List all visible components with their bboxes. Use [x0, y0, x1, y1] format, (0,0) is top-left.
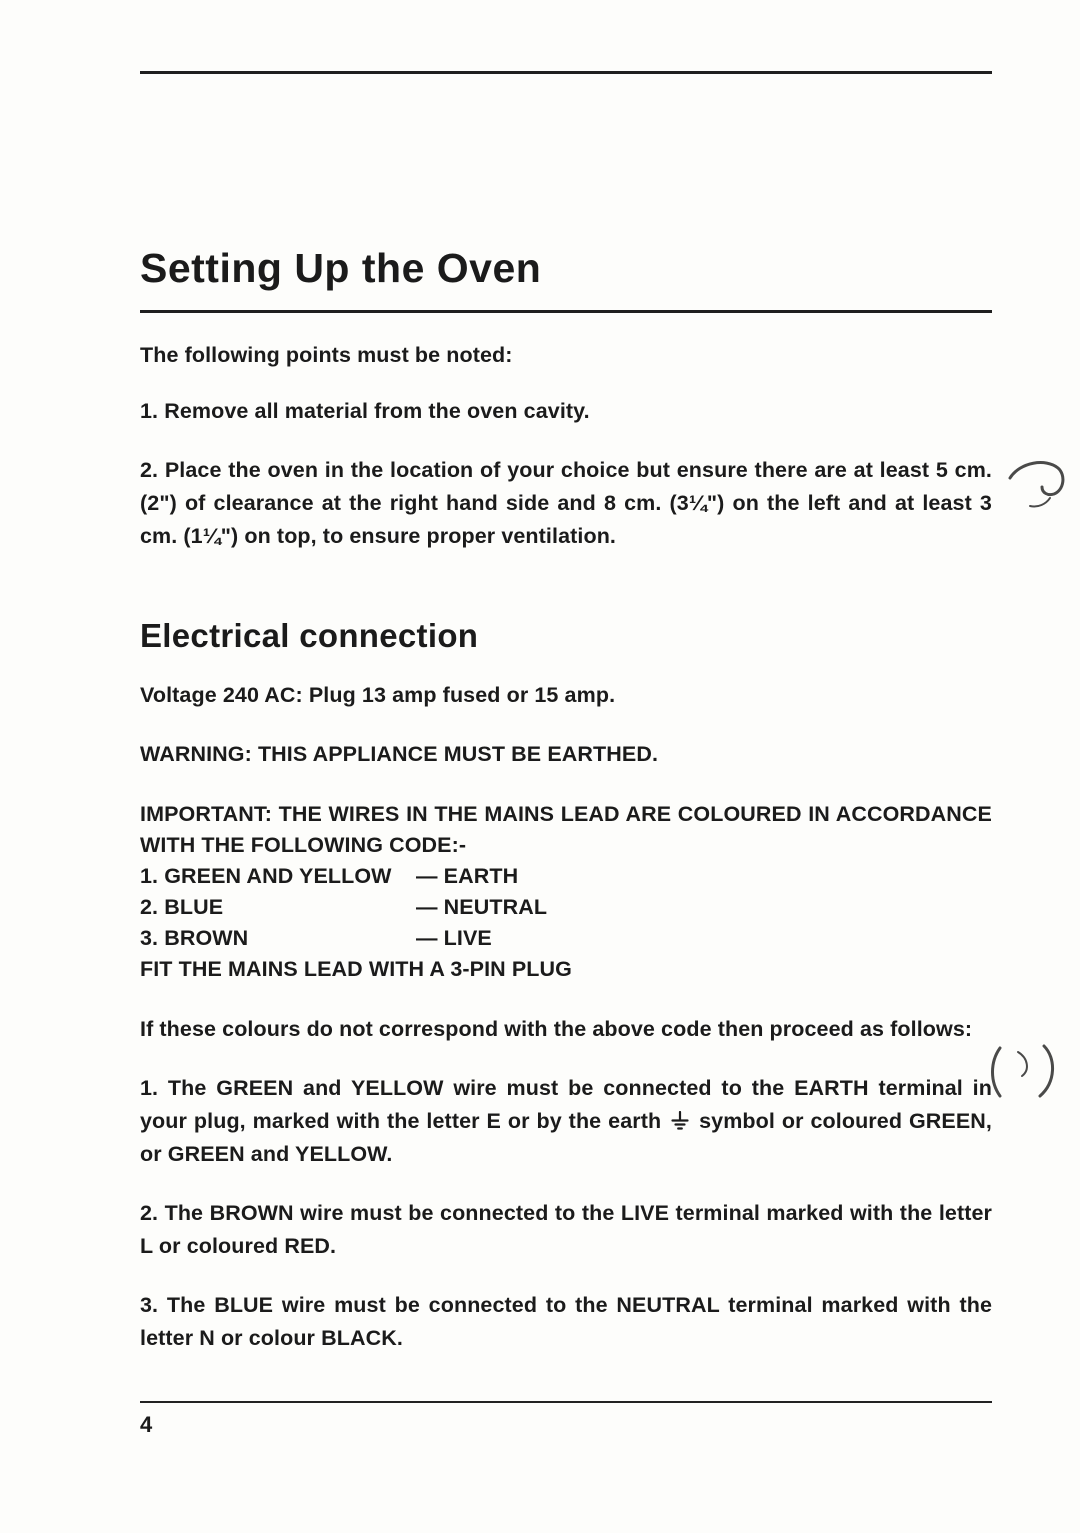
page-content — [140, 0, 992, 1355]
setup-point-2: 2. Place the oven in the location of your choice but ensure there are at least 5 cm. (2") of clearance at the right hand side and 8 cm. (3¼") on the left and at least 3 cm. (1¼") on top, to ensure proper ventilation. — [140, 457, 992, 548]
page-number: 4 — [140, 1412, 153, 1437]
setup-point-1: 1. Remove all material from the oven cavity. — [140, 398, 590, 423]
wiring-step-1-after: symbol or coloured GREEN, or GREEN and YELLOW. — [140, 1108, 993, 1166]
wire-code-terminal: — NEUTRAL — [416, 894, 548, 919]
wire-code-name: 3. BROWN — [140, 925, 249, 950]
warning-text: WARNING: THIS APPLIANCE MUST BE EARTHED. — [140, 741, 659, 766]
fit-note-text: FIT THE MAINS LEAD WITH A 3-PIN PLUG — [140, 956, 572, 981]
title-underline-rule — [140, 310, 992, 313]
scan-artifact-page-curl-bottom — [988, 1044, 1058, 1102]
wire-code-name: 1. GREEN AND YELLOW — [140, 863, 392, 888]
earth-ground-icon — [670, 1111, 690, 1131]
scan-artifact-page-curl-top — [1006, 458, 1068, 516]
wire-code-row — [140, 861, 992, 892]
top-rule — [140, 71, 992, 74]
wiring-step-3: 3. The BLUE wire must be connected to the NEUTRAL terminal marked with the letter N or colour BLACK. — [140, 1292, 992, 1350]
wire-code-row — [140, 923, 992, 954]
voltage-text: Voltage 240 AC: Plug 13 amp fused or 15 amp. — [140, 682, 616, 707]
wire-code-name: 2. BLUE — [140, 894, 224, 919]
wiring-step-1-before: 1. The GREEN and YELLOW wire must be connected to the EARTH terminal in your plug, marked with the letter E or by the earth — [140, 1075, 992, 1133]
wire-code-terminal: — LIVE — [416, 925, 492, 950]
wire-code-row — [140, 892, 992, 923]
intro-text: The following points must be noted: — [140, 342, 513, 367]
page-title: Setting Up the Oven — [140, 245, 542, 291]
bottom-rule — [140, 1401, 992, 1403]
wiring-step-1 — [140, 1072, 992, 1171]
section-heading-electrical: Electrical connection — [140, 616, 479, 654]
wiring-step-2: 2. The BROWN wire must be connected to the LIVE terminal marked with the letter L or coloured RED. — [140, 1200, 992, 1258]
wire-code-block — [140, 799, 992, 985]
proceed-text: If these colours do not correspond with the above code then proceed as follows: — [140, 1016, 973, 1041]
important-text: IMPORTANT: THE WIRES IN THE MAINS LEAD ARE COLOURED IN ACCORDANCE WITH THE FOLLOWING CODE:- — [140, 801, 992, 857]
wire-code-terminal: — EARTH — [416, 863, 519, 888]
